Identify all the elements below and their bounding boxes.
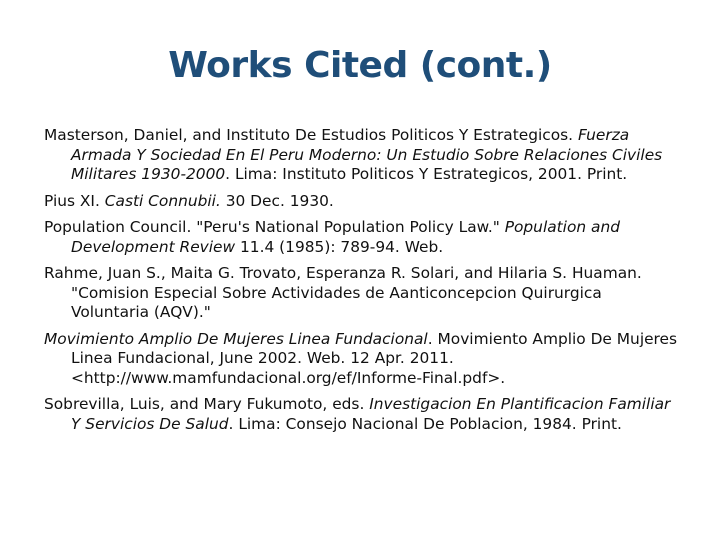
citation-title: Population and Development Review (71, 218, 620, 256)
citation-title: Fuerza Armada Y Sociedad En El Peru Moderno: Un Estudio Sobre Relaciones Civiles Militares 1930-2000 (71, 126, 663, 183)
citation-text: 11.4 (1985): 789-94. Web. (235, 237, 444, 256)
citation-text: Masterson, Daniel, and Instituto De Estudios Politicos Y Estrategicos. (44, 126, 578, 144)
citation-text: 30 Dec. 1930. (220, 191, 334, 210)
citation-population-council (44, 218, 684, 257)
citation-sobrevilla (44, 395, 684, 434)
citation-text: . Lima: Instituto Politicos Y Estrategicos, 2001. Print. (225, 165, 628, 183)
citation-title: Casti Connubii. (104, 191, 221, 210)
citation-pius (44, 192, 684, 212)
citation-text: . Movimiento Amplio De Mujeres Linea Fundacional, June 2002. Web. 12 Apr. 2011. <http://www.mamfundacional.org/ef/Informe-Final.pdf>. (71, 329, 678, 387)
citation-text: . Lima: Consejo Nacional De Poblacion, 1984. Print. (228, 414, 622, 433)
citation-text: Population Council. "Peru's National Population Policy Law." (44, 218, 505, 236)
citation-rahme (44, 264, 684, 323)
citation-title: Movimiento Amplio De Mujeres Linea Fundacional (44, 329, 428, 348)
works-cited-list (44, 126, 684, 441)
citation-text: Pius XI. (44, 191, 105, 210)
citation-title: Investigacion En Plantificacion Familiar Y Servicios De Salud (71, 395, 671, 433)
citation-masterson (44, 126, 684, 185)
citation-text: Sobrevilla, Luis, and Mary Fukumoto, eds. (44, 395, 370, 413)
slide-title: Works Cited (cont.) (168, 45, 552, 86)
citation-text: Rahme, Juan S., Maita G. Trovato, Esperanza R. Solari, and Hilaria S. Huaman. "Comision Especial Sobre Actividades de Aanticoncepcion Quirurgica Voluntaria (AQV)." (44, 264, 642, 321)
citation-movimiento (44, 330, 684, 389)
